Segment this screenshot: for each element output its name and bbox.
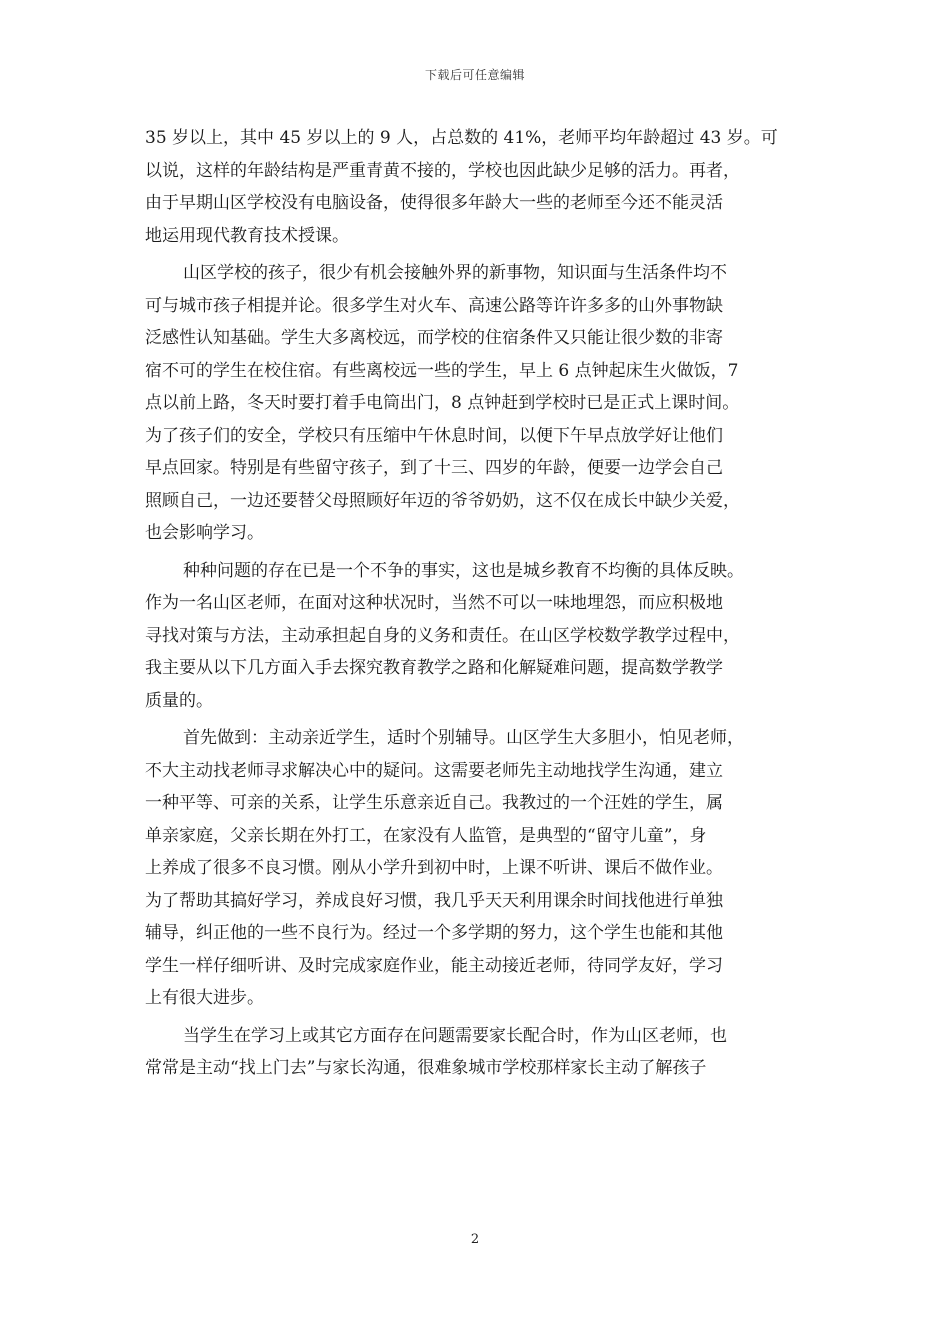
text-line: 不大主动找老师寻求解决心中的疑问。这需要老师先主动地找学生沟通，建立 (145, 760, 723, 781)
paragraph (145, 122, 807, 252)
paragraph (145, 555, 807, 718)
text-line: 常常是主动“找上门去”与家长沟通，很难象城市学校那样家长主动了解孩子 (145, 1058, 707, 1078)
paragraph (145, 1020, 807, 1085)
text-line: 我主要从以下几方面入手去探究教育教学之路和化解疑难问题，提高数学教学 (145, 658, 723, 678)
text-line: 照顾自己，一边还要替父母照顾好年迈的爷爷奶奶，这不仅在成长中缺少关爱， (145, 490, 740, 511)
text-line: 早点回家。特别是有些留守孩子，到了十三、四岁的年龄，便要一边学会自己 (145, 458, 723, 478)
text-line: 也会影响学习。 (145, 523, 264, 543)
text-line: 可与城市孩子相提并论。很多学生对火车、高速公路等许许多多的山外事物缺 (145, 295, 723, 316)
page-number: 2 (470, 1232, 480, 1247)
text-line: 以说，这样的年龄结构是严重青黄不接的，学校也因此缺少足够的活力。再者， (145, 160, 740, 181)
document-body (145, 122, 807, 1085)
text-line: 泛感性认知基础。学生大多离校远，而学校的住宿条件又只能让很少数的非寄 (145, 328, 723, 348)
text-line: 一种平等、可亲的关系，让学生乐意亲近自己。我教过的一个汪姓的学生，属 (145, 793, 723, 813)
text-line: 宿不可的学生在校住宿。有些离校远一些的学生，早上 6 点钟起床生火做饭，7 (145, 360, 739, 381)
paragraph (145, 722, 807, 1015)
paragraph (145, 257, 807, 550)
text-line: 当学生在学习上或其它方面存在问题需要家长配合时，作为山区老师，也 (183, 1025, 727, 1046)
text-line: 山区学校的孩子，很少有机会接触外界的新事物，知识面与生活条件均不 (183, 263, 727, 283)
text-line: 地运用现代教育技术授课。 (145, 225, 349, 246)
text-line: 上养成了很多不良习惯。刚从小学升到初中时，上课不听讲、课后不做作业。 (145, 858, 723, 878)
text-line: 35 岁以上，其中 45 岁以上的 9 人，占总数的 41%，老师平均年龄超过 43 岁。可 (145, 128, 778, 148)
text-line: 质量的。 (145, 690, 213, 711)
text-line: 点以前上路，冬天时要打着手电筒出门，8 点钟赶到学校时已是正式上课时间。 (145, 393, 740, 413)
text-line: 为了帮助其搞好学习，养成良好习惯，我几乎天天利用课余时间找他进行单独 (145, 890, 723, 911)
text-line: 作为一名山区老师，在面对这种状况时，当然不可以一味地埋怨，而应积极地 (145, 593, 723, 613)
text-line: 上有很大进步。 (145, 988, 264, 1008)
text-line: 辅导，纠正他的一些不良行为。经过一个多学期的努力，这个学生也能和其他 (145, 923, 723, 943)
text-line: 单亲家庭，父亲长期在外打工，在家没有人监管，是典型的“留守儿童”，身 (145, 825, 707, 846)
text-line: 由于早期山区学校没有电脑设备，使得很多年龄大一些的老师至今还不能灵活 (145, 193, 723, 213)
text-line: 为了孩子们的安全，学校只有压缩中午休息时间，以便下午早点放学好让他们 (145, 425, 723, 446)
text-line: 学生一样仔细听讲、及时完成家庭作业，能主动接近老师，待同学友好，学习 (145, 955, 723, 976)
text-line: 寻找对策与方法，主动承担起自身的义务和责任。在山区学校数学教学过程中， (145, 625, 740, 646)
text-line: 首先做到：主动亲近学生，适时个别辅导。山区学生大多胆小，怕见老师， (183, 728, 744, 748)
page-header: 下载后可任意编辑 (424, 68, 525, 82)
text-line: 种种问题的存在已是一个不争的事实，这也是城乡教育不均衡的具体反映。 (183, 560, 744, 581)
